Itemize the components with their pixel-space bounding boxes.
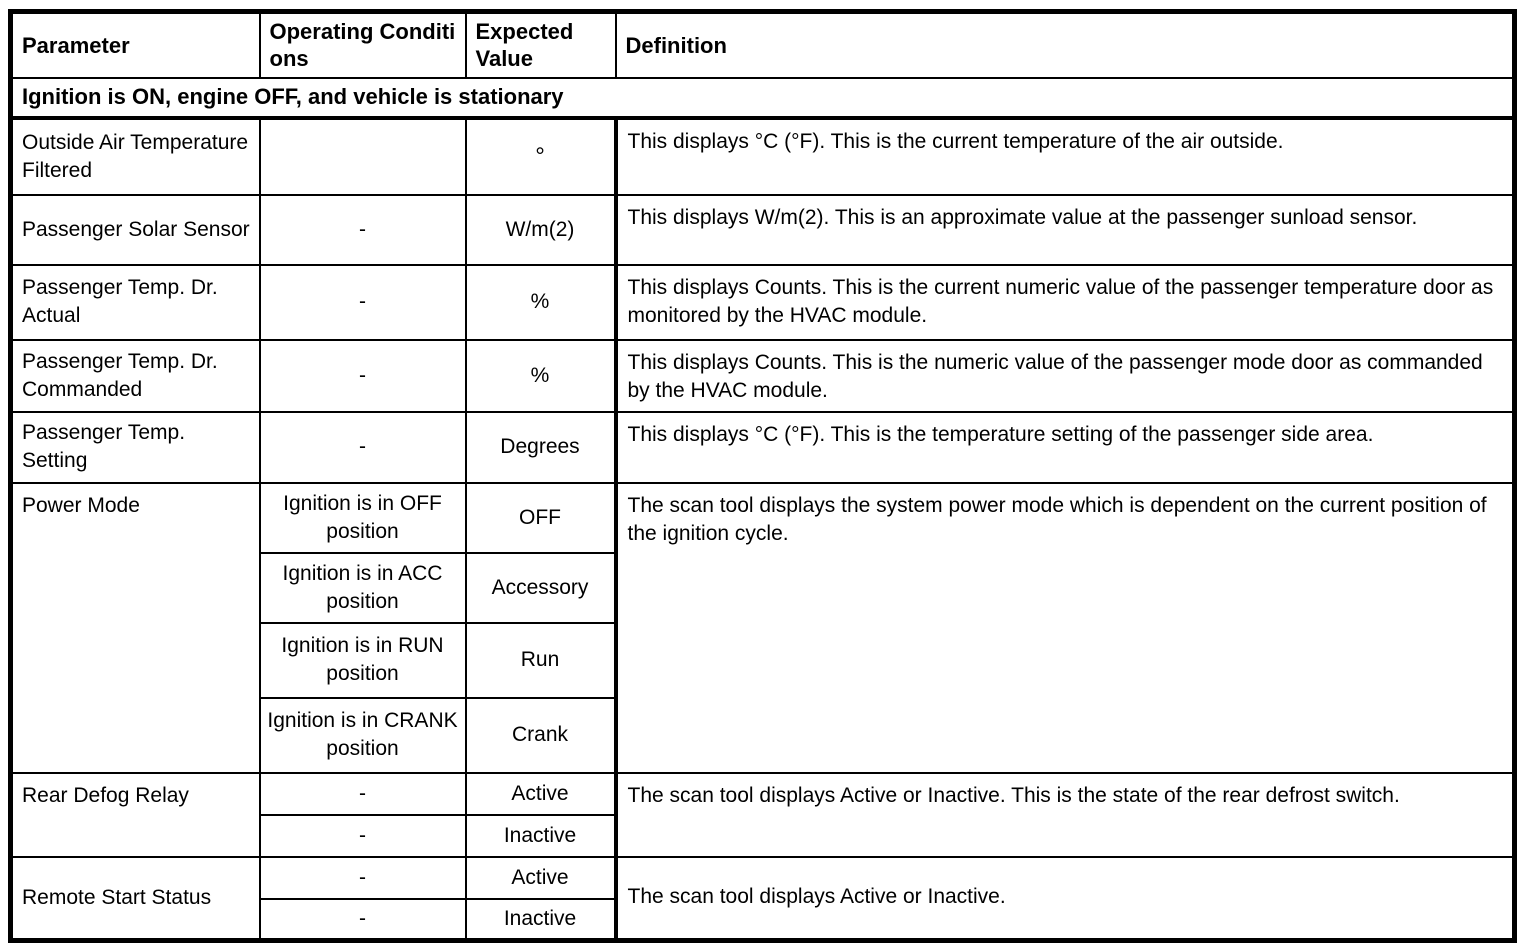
definition-cell: The scan tool displays Active or Inactive. This is the state of the rear defrost switch. (616, 773, 1515, 857)
parameter-cell: Power Mode (11, 483, 260, 773)
parameter-cell: Passenger Solar Sensor (11, 195, 260, 265)
parameter-cell: Remote Start Status (11, 857, 260, 941)
operating-conditions-cell: - (260, 773, 466, 815)
section-header: Ignition is ON, engine OFF, and vehicle is stationary (11, 78, 1515, 118)
definition-cell: This displays °C (°F). This is the temperature setting of the passenger side area. (616, 412, 1515, 483)
expected-value-cell: Degrees (466, 412, 616, 483)
operating-conditions-cell: Ignition is in ACC position (260, 553, 466, 623)
operating-conditions-cell: Ignition is in CRANK position (260, 698, 466, 773)
definition-cell: The scan tool displays the system power mode which is dependent on the current position of the ignition cycle. (616, 483, 1515, 773)
definition-cell: This displays °C (°F). This is the current temperature of the air outside. (616, 118, 1515, 195)
column-header-definition: Definition (616, 12, 1515, 78)
expected-value-cell: Run (466, 623, 616, 698)
expected-value-cell: OFF (466, 483, 616, 553)
column-header-expected-value: Expected Value (466, 12, 616, 78)
definition-cell: The scan tool displays Active or Inactive. (616, 857, 1515, 941)
definition-cell: This displays Counts. This is the numeric value of the passenger mode door as commanded by the HVAC module. (616, 340, 1515, 412)
scan-tool-parameter-table (8, 9, 1517, 943)
expected-value-cell: ° (466, 118, 616, 195)
section-header-row (11, 78, 1515, 118)
operating-conditions-cell: - (260, 195, 466, 265)
expected-value-cell: Crank (466, 698, 616, 773)
table-header-row (11, 12, 1515, 78)
table-row (11, 340, 1515, 412)
table-row (11, 195, 1515, 265)
definition-cell: This displays Counts. This is the current numeric value of the passenger temperature door as monitored by the HVAC module. (616, 265, 1515, 340)
operating-conditions-cell: - (260, 265, 466, 340)
parameter-cell: Passenger Temp. Dr. Actual (11, 265, 260, 340)
expected-value-cell: Accessory (466, 553, 616, 623)
table-row (11, 118, 1515, 195)
definition-cell: This displays W/m(2). This is an approximate value at the passenger sunload sensor. (616, 195, 1515, 265)
table-row (11, 483, 1515, 553)
parameter-cell: Passenger Temp. Setting (11, 412, 260, 483)
column-header-operating-conditions: Operating Conditions (260, 12, 466, 78)
expected-value-cell: Inactive (466, 815, 616, 857)
operating-conditions-cell: - (260, 815, 466, 857)
operating-conditions-cell: - (260, 857, 466, 899)
table-row (11, 265, 1515, 340)
expected-value-cell: W/m(2) (466, 195, 616, 265)
table-row (11, 857, 1515, 899)
parameter-cell: Passenger Temp. Dr. Commanded (11, 340, 260, 412)
column-header-parameter: Parameter (11, 12, 260, 78)
parameter-cell: Rear Defog Relay (11, 773, 260, 857)
table-row (11, 773, 1515, 815)
expected-value-cell: Active (466, 857, 616, 899)
parameter-cell: Outside Air Temperature Filtered (11, 118, 260, 195)
expected-value-cell: % (466, 265, 616, 340)
expected-value-cell: Inactive (466, 899, 616, 941)
operating-conditions-cell: - (260, 412, 466, 483)
table-row (11, 412, 1515, 483)
expected-value-cell: % (466, 340, 616, 412)
operating-conditions-cell: Ignition is in OFF position (260, 483, 466, 553)
expected-value-cell: Active (466, 773, 616, 815)
operating-conditions-cell (260, 118, 466, 195)
operating-conditions-cell: - (260, 899, 466, 941)
operating-conditions-cell: Ignition is in RUN position (260, 623, 466, 698)
operating-conditions-cell: - (260, 340, 466, 412)
